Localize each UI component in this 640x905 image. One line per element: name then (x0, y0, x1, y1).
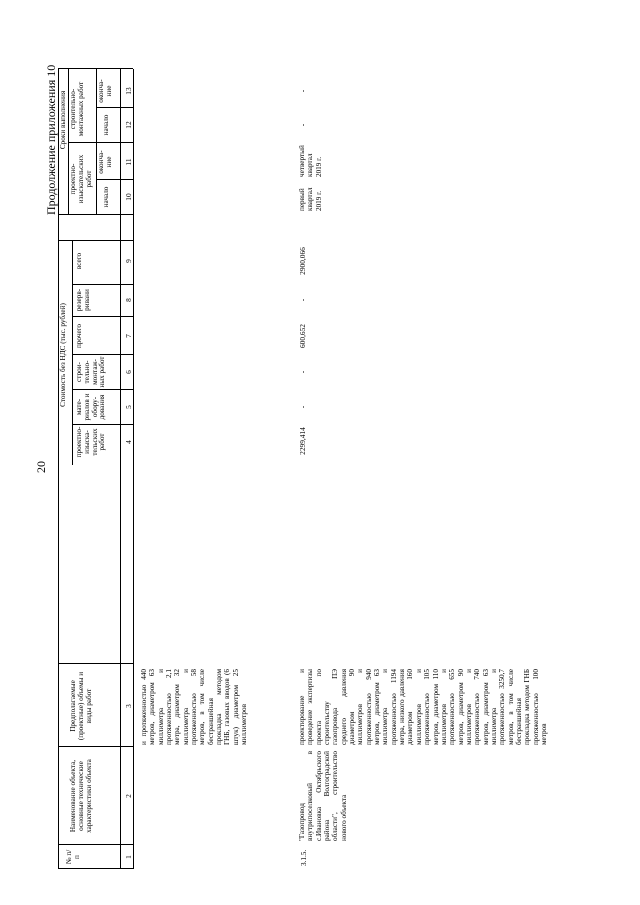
header-survey-works: проектно-изыскательских работ (69, 154, 93, 204)
row-2-reserve: - (298, 298, 307, 302)
header-survey: проектно-изыска-тельских работ (75, 426, 107, 458)
table-rule (72, 389, 133, 390)
col-number: 11 (124, 158, 133, 166)
table-rule (96, 179, 133, 180)
row-2-construction-start: - (298, 123, 307, 127)
header-deadlines-group: Сроки выполнения (59, 90, 67, 150)
header-construction: строи-тельно-монтаж-ных работ (75, 356, 107, 388)
table-rule (120, 69, 121, 869)
col-number: 7 (124, 334, 133, 338)
header-total: всего (75, 252, 83, 270)
table-rule (72, 241, 73, 465)
col-number: 10 (124, 193, 133, 201)
header-cost-group: Стоимость без НДС (тыс. рублей) (59, 303, 67, 407)
row-2-other-cost: 600,652 (298, 323, 307, 349)
table-rule (58, 746, 133, 747)
row-2-survey-end: четвертый квартал 2019 г. (298, 145, 323, 177)
continuation-title: Продолжение приложения 10 (44, 64, 58, 215)
table-rule (58, 240, 133, 241)
table-rule (58, 663, 133, 664)
table-rule (72, 354, 133, 355)
header-name: Наименование объекта, основные технические характеристики объекта (69, 759, 93, 833)
header-reserve: резерв-ривани (75, 288, 91, 312)
table-rule (58, 68, 133, 69)
header-scope: Предполагаемые (проектные) объемы и виды работ (69, 671, 93, 741)
table-rule (58, 214, 133, 215)
col-number: 5 (124, 405, 133, 409)
col-number: 12 (124, 121, 133, 129)
header-construction-works: строительно-монтажных работ (69, 81, 85, 137)
header-materials: мате-риалов и обору-дования (75, 393, 107, 421)
table-rule (72, 284, 133, 285)
table-rule (68, 142, 133, 143)
row-2-total: 2900,066 (298, 247, 307, 275)
table-rule (133, 69, 134, 869)
header-construction-start: начало (102, 114, 110, 136)
row-2-survey-cost: 2299,414 (298, 427, 307, 455)
table-rule (72, 316, 133, 317)
row-1-scope: и протяженностью 440 метров, диаметром 63 миллиметра и протяженностью 2,1 метра, диаметром 32 миллиметра и протяженностью 58 метров, в том числе бестраншейная прокладка методом ГНБ, газовых вводов (6 штук) диаметром 25 миллиметров (140, 669, 249, 745)
table-rule (72, 424, 133, 425)
header-num: № п/п (65, 849, 81, 865)
row-2-survey-start: первый квартал 2019 г. (298, 187, 323, 211)
row-2-num: 3.1.5. (300, 849, 308, 866)
col-number: 2 (124, 794, 133, 798)
page-number: 20 (34, 461, 48, 473)
table-rule (58, 868, 133, 869)
table-rule (96, 107, 133, 108)
header-survey-end: оконча-ние (97, 150, 113, 174)
col-number: 9 (124, 259, 133, 263)
col-number: 13 (124, 87, 133, 95)
col-number: 4 (124, 440, 133, 444)
row-2-name: "Газопровод внутрипоселковый в с.Ивановка Октябрьского района Волгоградской области", строительство нового объекта (298, 751, 348, 841)
col-number: 8 (124, 298, 133, 302)
row-2-construction-cost: - (298, 370, 307, 374)
col-number: 6 (124, 370, 133, 374)
table-rule (58, 69, 59, 869)
header-construction-end: оконча-ние (97, 79, 113, 103)
col-number: 3 (124, 704, 133, 708)
col-number: 1 (124, 855, 133, 859)
header-other: прочего (75, 324, 83, 349)
table-rule (58, 844, 133, 845)
row-2-materials-cost: - (298, 405, 307, 409)
header-survey-start: начало (102, 186, 110, 208)
row-2-construction-end: - (298, 89, 307, 93)
row-2-scope: проектирование и проведение экспертизы проекта по строительству газопровода ПЭ среднего давления диаметром 90 миллиметров и протяженностью 940 метров, диаметром 63 миллиметра и протяженностью 1194 метра, низкого давления диаметром 160 миллиметров и протяженностью 105 метров, диаметром 110 миллиметров и протяженностью 655 метров, диаметром 90 миллиметров и протяженностью 740 метров, диаметром 63 миллиметра и протяженностью 3250,7 метров, в том числе бестраншейная прокладка методом ГНБ протяженностью 100 метров (298, 669, 548, 745)
